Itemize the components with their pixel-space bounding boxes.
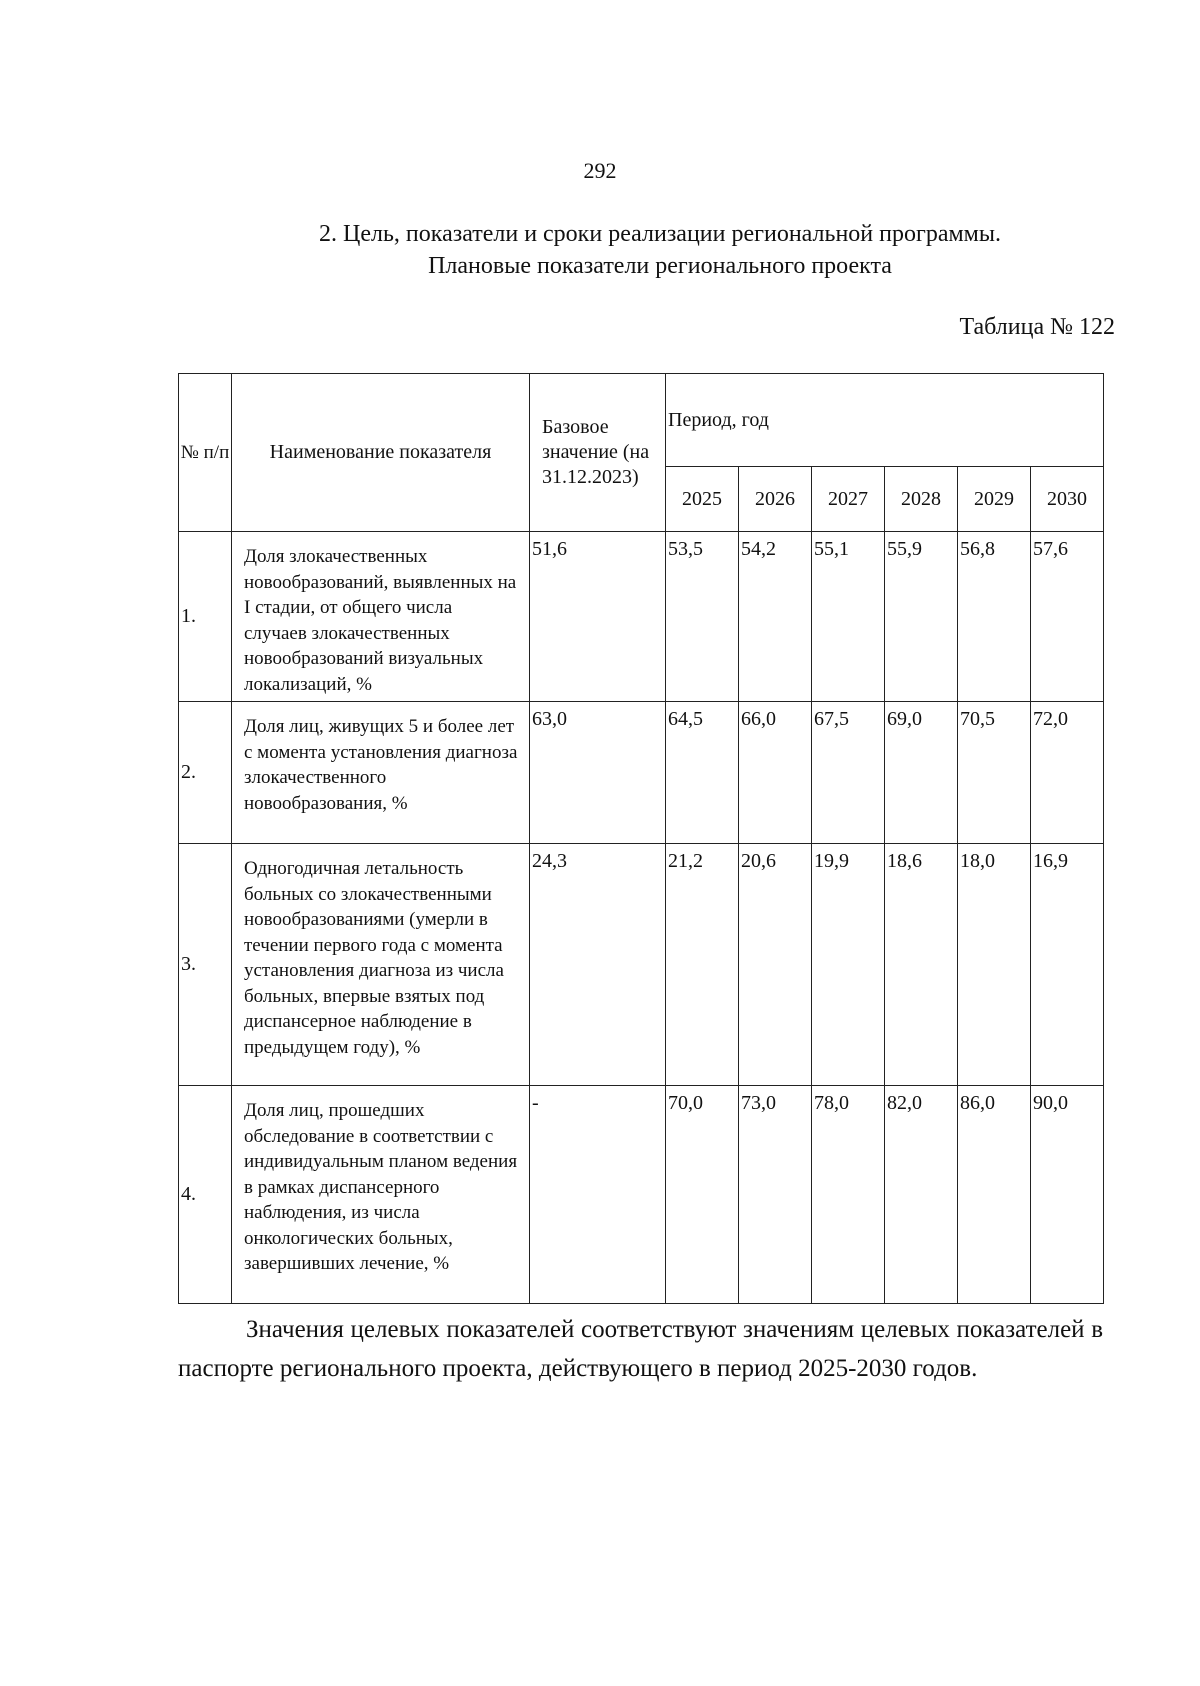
year-value: 67,5 [812, 702, 885, 844]
indicator-name: Доля лиц, прошедших обследование в соответствии с индивидуальным планом ведения в рамках диспансерного наблюдения, из числа онкологических больных, завершивших лечение, % [232, 1086, 530, 1304]
table-row [179, 1086, 1104, 1304]
year-value: 64,5 [666, 702, 739, 844]
header-year: 2030 [1031, 467, 1104, 532]
page-number: 292 [583, 158, 617, 183]
header-year: 2026 [739, 467, 812, 532]
year-value: 55,1 [812, 532, 885, 702]
base-value: 24,3 [530, 844, 666, 1086]
year-value: 55,9 [885, 532, 958, 702]
year-value: 78,0 [812, 1086, 885, 1304]
year-value: 70,5 [958, 702, 1031, 844]
row-num: 3. [179, 844, 232, 1086]
indicator-name: Доля злокачественных новообразований, выявленных на I стадии, от общего числа случаев злокачественных новообразований визуальных локализаций, % [232, 532, 530, 702]
year-value: 70,0 [666, 1086, 739, 1304]
year-value: 82,0 [885, 1086, 958, 1304]
section-title-line-2: Плановые показатели регионального проекта [428, 253, 892, 279]
year-value: 56,8 [958, 532, 1031, 702]
year-value: 16,9 [1031, 844, 1104, 1086]
row-num: 4. [179, 1086, 232, 1304]
base-value: - [530, 1086, 666, 1304]
header-period: Период, год [666, 374, 1104, 467]
header-year: 2025 [666, 467, 739, 532]
table-caption: Таблица № 122 [959, 314, 1115, 340]
year-value: 19,9 [812, 844, 885, 1086]
year-value: 20,6 [739, 844, 812, 1086]
year-value: 21,2 [666, 844, 739, 1086]
year-value: 69,0 [885, 702, 958, 844]
row-num: 1. [179, 532, 232, 702]
table-row [179, 844, 1104, 1086]
header-base: Базовое значение (на 31.12.2023) [530, 374, 666, 532]
year-value: 73,0 [739, 1086, 812, 1304]
section-title-line-1: 2. Цель, показатели и сроки реализации региональной программы. [319, 221, 1001, 247]
header-year: 2027 [812, 467, 885, 532]
year-value: 72,0 [1031, 702, 1104, 844]
year-value: 57,6 [1031, 532, 1104, 702]
table-row [179, 532, 1104, 702]
year-value: 66,0 [739, 702, 812, 844]
header-year: 2028 [885, 467, 958, 532]
header-name: Наименование показателя [232, 374, 530, 532]
year-value: 18,0 [958, 844, 1031, 1086]
header-year: 2029 [958, 467, 1031, 532]
row-num: 2. [179, 702, 232, 844]
year-value: 53,5 [666, 532, 739, 702]
base-value: 63,0 [530, 702, 666, 844]
header-num: № п/п [179, 374, 232, 532]
year-value: 18,6 [885, 844, 958, 1086]
indicator-name: Доля лиц, живущих 5 и более лет с момента установления диагноза злокачественного новообразования, % [232, 702, 530, 844]
year-value: 90,0 [1031, 1086, 1104, 1304]
table-row [179, 702, 1104, 844]
base-value: 51,6 [530, 532, 666, 702]
footer-paragraph: Значения целевых показателей соответствуют значениям целевых показателей в паспорте регионального проекта, действующего в период 2025-2030 годов. [178, 1316, 1103, 1382]
indicator-name: Одногодичная летальность больных со злокачественными новообразованиями (умерли в течении первого года с момента установления диагноза из числа больных, впервые взятых под диспансерное наблюдение в предыдущем году), % [232, 844, 530, 1086]
indicators-table [178, 373, 1104, 1304]
section-title [230, 218, 1090, 282]
year-value: 86,0 [958, 1086, 1031, 1304]
table-header-row [179, 374, 1104, 467]
year-value: 54,2 [739, 532, 812, 702]
